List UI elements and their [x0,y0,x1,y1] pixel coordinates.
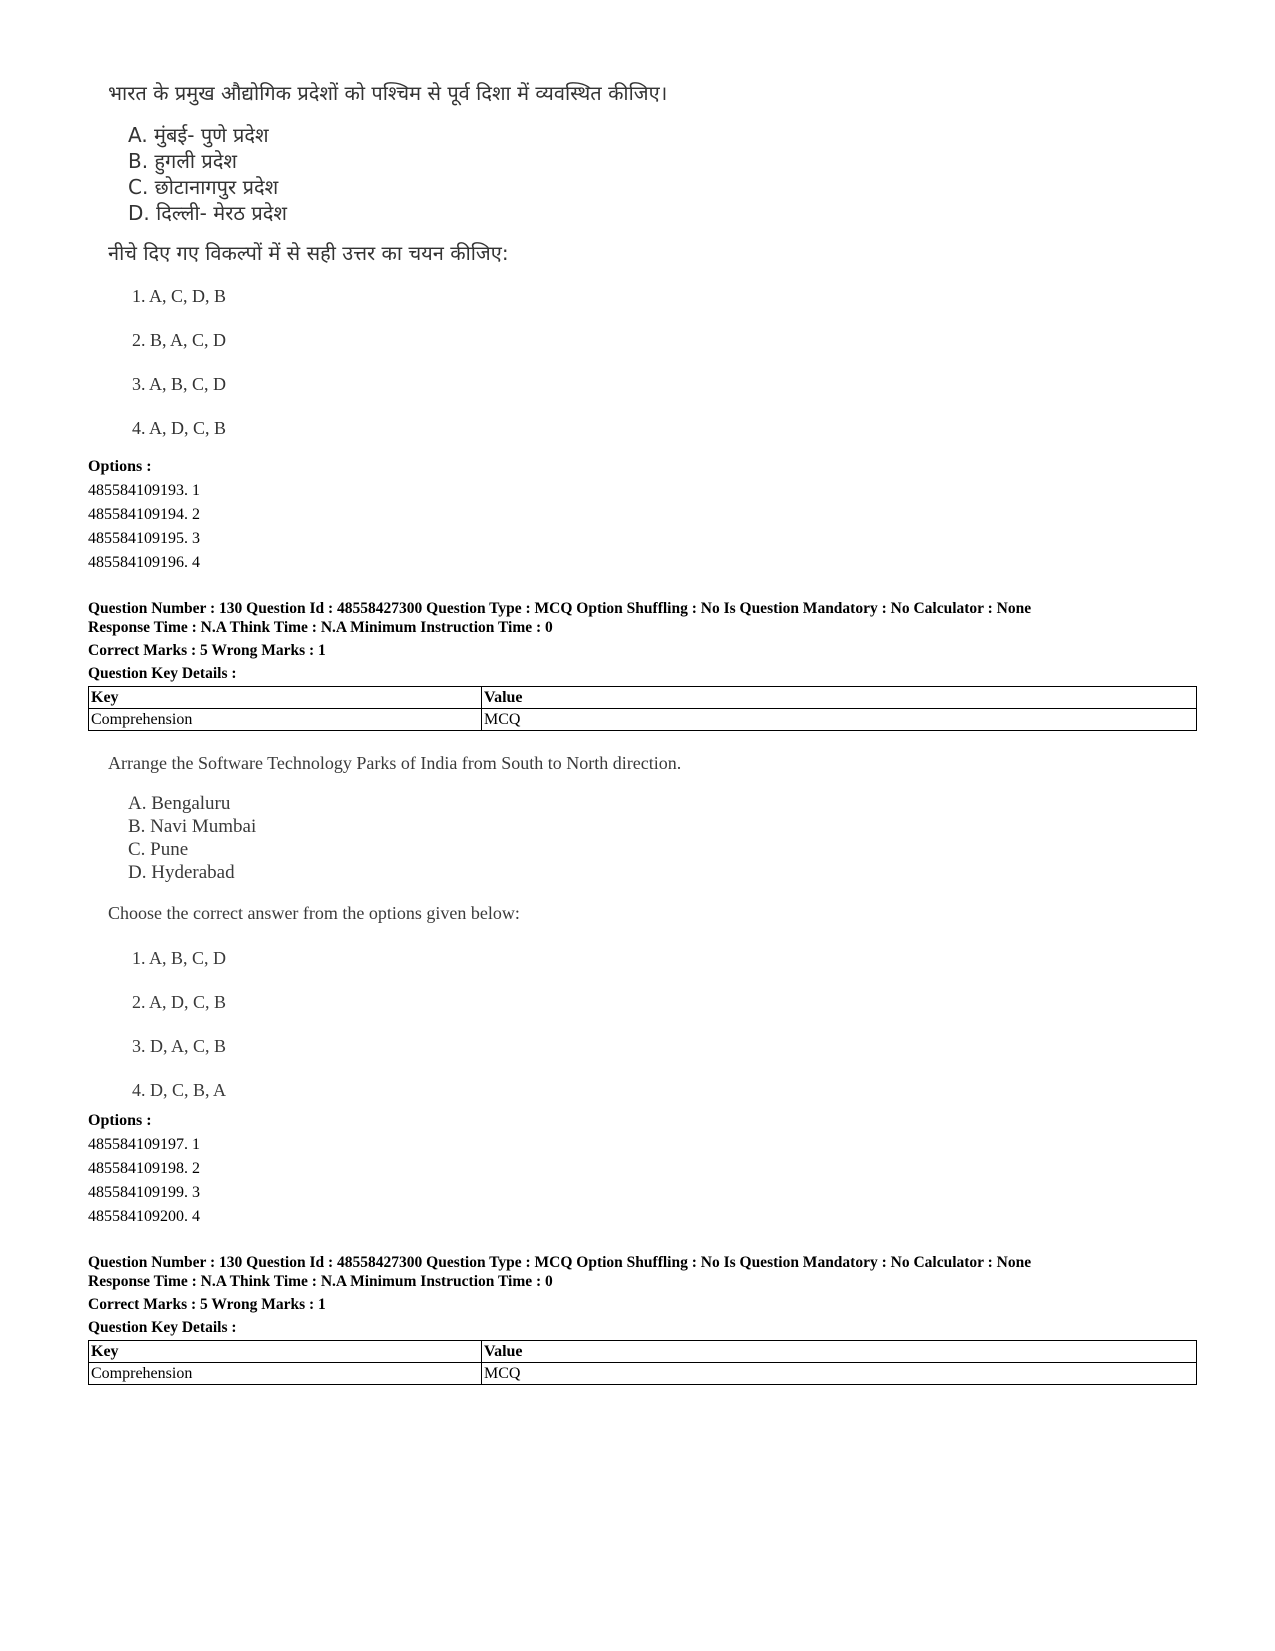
option-id-2: 485584109198. 2 [88,1160,200,1177]
table-header-key: Key [89,1341,482,1363]
table-cell-value: MCQ [482,709,1197,731]
table-header-row [89,687,1197,709]
option-id-4: 485584109196. 4 [88,554,200,571]
table-cell-key: Comprehension [89,709,482,731]
statement-a: A. मुंबई- पुणे प्रदेश [128,123,269,147]
table-cell-key: Comprehension [89,1363,482,1385]
question-1-options [88,455,200,575]
statement-c: C. Pune [128,839,189,860]
option-id-4: 485584109200. 4 [88,1208,200,1225]
options-label: Options : [88,458,152,475]
answer-option-3: 3. A, B, C, D [132,374,227,394]
statement-c: C. छोटानागपुर प्रदेश [128,175,279,199]
question-1-statements [128,122,667,226]
question-2-answer-options [132,946,681,1122]
question-meta-line-2: Response Time : N.A Think Time : N.A Minimum Instruction Time : 0 [88,619,553,636]
table-cell-value: MCQ [482,1363,1197,1385]
option-id-1: 485584109197. 1 [88,1136,200,1153]
question-2-instruction: Choose the correct answer from the options given below: [108,903,520,923]
table-header-key: Key [89,687,482,709]
option-id-3: 485584109195. 3 [88,530,200,547]
question-key-table [88,686,1197,731]
statement-b: B. हुगली प्रदेश [128,149,238,173]
options-label: Options : [88,1112,152,1129]
answer-option-2: 2. A, D, C, B [132,992,227,1012]
answer-option-4: 4. A, D, C, B [132,418,227,438]
table-header-value: Value [482,687,1197,709]
answer-option-1: 1. A, C, D, B [132,286,227,306]
answer-option-3: 3. D, A, C, B [132,1036,227,1056]
table-row [89,1363,1197,1385]
question-marks: Correct Marks : 5 Wrong Marks : 1 [88,642,326,659]
statement-a: A. Bengaluru [128,793,231,814]
question-1-instruction: नीचे दिए गए विकल्पों में से सही उत्तर का चयन कीजिए: [108,241,509,265]
question-2-options [88,1109,200,1229]
question-1-stem: भारत के प्रमुख औद्योगिक प्रदेशों को पश्चिम से पूर्व दिशा में व्यवस्थित कीजिए। [108,81,668,105]
question-marks: Correct Marks : 5 Wrong Marks : 1 [88,1296,326,1313]
answer-option-4: 4. D, C, B, A [132,1080,227,1100]
question-meta-line-1: Question Number : 130 Question Id : 48558427300 Question Type : MCQ Option Shuffling : No Is Question Mandatory : No Calculator : None [88,600,1032,617]
question-key-details-label: Question Key Details : [88,665,237,682]
table-row [89,709,1197,731]
answer-option-1: 1. A, B, C, D [132,948,227,968]
question-1-image [108,80,667,460]
statement-d: D. दिल्ली- मेरठ प्रदेश [128,201,287,225]
question-2-stem: Arrange the Software Technology Parks of India from South to North direction. [108,753,682,773]
statement-b: B. Navi Mumbai [128,816,257,837]
question-meta-line-2: Response Time : N.A Think Time : N.A Minimum Instruction Time : 0 [88,1273,553,1290]
table-header-value: Value [482,1341,1197,1363]
question-meta-line-1: Question Number : 130 Question Id : 48558427300 Question Type : MCQ Option Shuffling : No Is Question Mandatory : No Calculator : None [88,1254,1032,1271]
option-id-1: 485584109193. 1 [88,482,200,499]
question-1-answer-options [132,284,667,460]
question-2-image [108,750,681,1122]
option-id-2: 485584109194. 2 [88,506,200,523]
question-key-table [88,1340,1197,1385]
statement-d: D. Hyderabad [128,862,235,883]
table-header-row [89,1341,1197,1363]
question-key-details-label: Question Key Details : [88,1319,237,1336]
question-2-statements [128,792,681,884]
option-id-3: 485584109199. 3 [88,1184,200,1201]
answer-option-2: 2. B, A, C, D [132,330,227,350]
